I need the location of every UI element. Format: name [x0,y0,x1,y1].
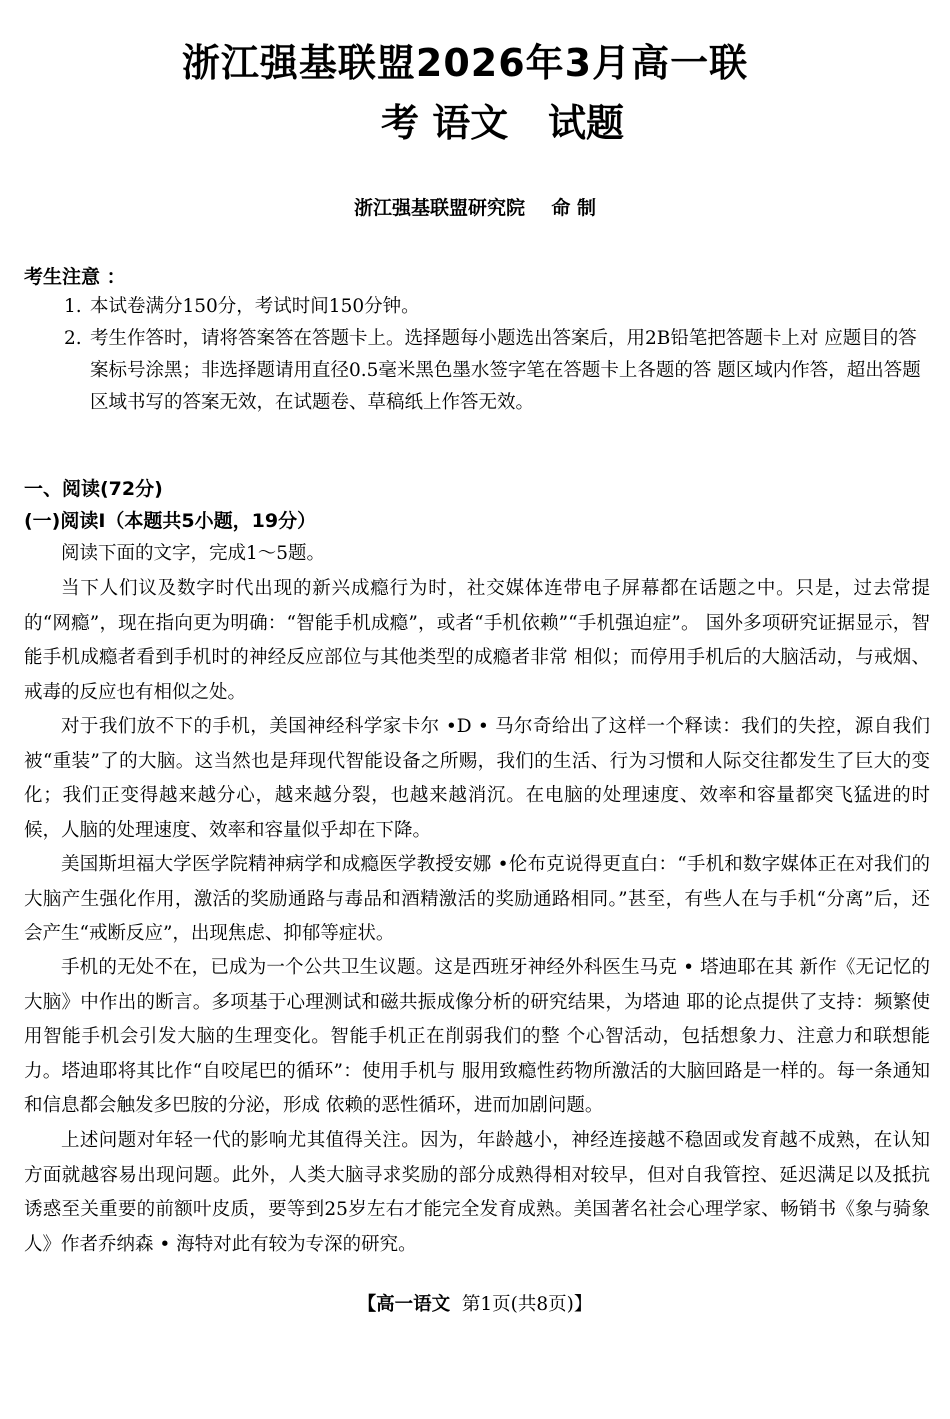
reading-instruction: 阅读下面的文字，完成1～5题。 [61,543,326,564]
notice-item-1 [64,291,924,323]
footer-subject: 【高一语文 [357,1294,451,1315]
notice-item-number: 2. [64,328,82,349]
passage-paragraph-4: 手机的无处不在，已成为一个公共卫生议题。这是西班牙神经外科医生马克 • 塔迪耶在其 新作《无记忆的大脑》中作出的断言。多项基于心理测试和磁共振成像分析的研究结果，为塔迪 耶的论点提供了支持：频繁使用智能手机会引发大脑的生理变化。智能手机正在削弱我们的整 个心智活动，包括想象力、注意力和联想能力。塔迪耶将其比作“自咬尾巴的循环”：使用手机与 服用致瘾性药物所激活的大脑回路是一样的。每一条通知和信息都会触发多巴胺的分泌，形成 依赖的恶性循环，进而加剧问题。 [24,957,930,1116]
notice-item-2 [64,323,924,419]
page-footer [0,1290,950,1316]
section-heading: 一、阅读(72分) [24,478,163,500]
footer-page-number: 第1页(共8页)】 [450,1294,593,1315]
notice-item-number: 1. [64,296,82,317]
passage-paragraph-3: 美国斯坦福大学医学院精神病学和成瘾医学教授安娜 •伦布克说得更直白：“手机和数字媒体正在对我们的大脑产生强化作用，激活的奖励通路与毒品和酒精激活的奖励通路相同。”甚至，有些人在与手机“分离”后，还会产生“戒断反应”，出现焦虑、抑郁等症状。 [24,854,930,944]
passage-paragraph-5: 上述问题对年轻一代的影响尤其值得关注。因为，年龄越小，神经连接越不稳固或发育越不成熟，在认知方面就越容易出现问题。此外，人类大脑寻求奖励的部分成熟得相对较早，但对自我管控、延迟满足以及抵抗诱惑至关重要的前额叶皮质，要等到25岁左右才能完全发育成熟。美国著名社会心理学家、畅销书《象与骑象人》作者乔纳森 • 海特对此有较为专深的研究。 [24,1130,930,1255]
passage-paragraph-2: 对于我们放不下的手机，美国神经科学家卡尔 •D • 马尔奇给出了这样一个释读：我们的失控，源自我们被“重装”了的大脑。这当然也是拜现代智能设备之所赐，我们的生活、行为习惯和人际交往都发生了巨大的变化；我们正变得越来越分心，越来越分裂，也越来越消沉。在电脑的处理速度、效率和容量都突飞猛进的时候，人脑的处理速度、效率和容量似乎却在下降。 [24,716,930,841]
notice-item-text: 本试卷满分150分，考试时间150分钟。 [90,296,420,317]
notice-item-text: 考生作答时，请将答案答在答题卡上。选择题每小题选出答案后，用2B铅笔把答题卡上对 应题目的答案标号涂黑；非选择题请用直径0.5毫米黑色墨水签字笔在答题卡上各题的答 题区域内作答，超出答题区域书写的答案无效，在试题卷、草稿纸上作答无效。 [90,328,921,413]
exam-byline: 浙江强基联盟研究院 命 制 [353,197,597,219]
passage-paragraph-1: 当下人们议及数字时代出现的新兴成瘾行为时，社交媒体连带电子屏幕都在话题之中。只是，过去常提的“网瘾”，现在指向更为明确：“智能手机成瘾”，或者“手机依赖”“手机强迫症”。 国外多项研究证据显示，智能手机成瘾者看到手机时的神经反应部位与其他类型的成瘾者非常 相似；而停用手机后的大脑活动，与戒烟、戒毒的反应也有相似之处。 [24,578,930,703]
exam-title-line2: 考 语文 试题 [381,101,624,145]
section-subheading: (一)阅读Ⅰ（本题共5小题，19分） [24,510,317,532]
exam-title-line1: 浙江强基联盟2026年3月高一联 [181,41,749,85]
notice-heading: 考生注意 ： [24,266,126,288]
